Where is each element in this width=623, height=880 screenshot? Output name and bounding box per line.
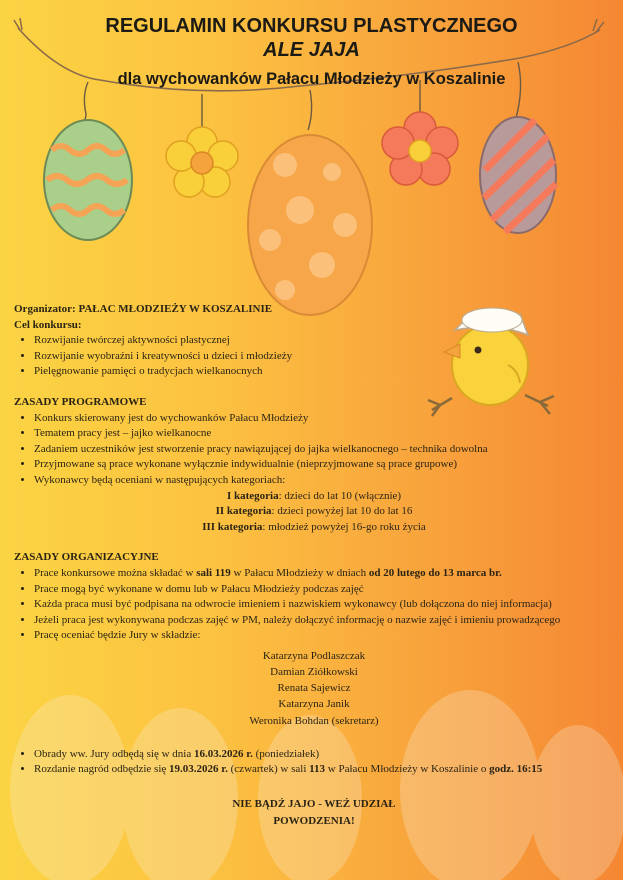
list-item: • Jeżeli praca jest wykonywana podczas zajęć w PM, należy dołączyć informację o nazwie zajęć i imieniu prowadzącego [34, 613, 614, 629]
text: Prace konkursowe można składać w [34, 566, 197, 579]
yellow-flower-icon [166, 94, 238, 197]
category-1 [14, 489, 614, 505]
list-item: • Przyjmowane są prace wykonane wyłącznie indywidualnie (nieprzyjmowane są prace grupowe) [34, 457, 614, 473]
closing [14, 796, 614, 830]
green-egg-icon [44, 82, 132, 240]
organizer-value: PAŁAC MŁODZIEŻY W KOSZALINIE [78, 303, 273, 315]
header [0, 14, 623, 90]
text: w Pałacu Młodzieży w Koszalinie o [325, 763, 490, 776]
list-item [34, 566, 614, 582]
contest-name: ALE JAJA [263, 39, 360, 61]
list-item [34, 747, 614, 763]
list-item: • Tematem pracy jest – jajko wielkanocne [34, 426, 614, 442]
jury-member: Weronika Bohdan (sekretarz) [249, 714, 379, 727]
category-desc: : młodzież powyżej 16-go roku życia [262, 520, 426, 533]
list-item: • Rozwijanie twórczej aktywności plastycznej [34, 333, 614, 349]
jury-member: Katarzyna Podlaszczak [262, 649, 366, 662]
jury-member: Renata Sajewicz [277, 682, 351, 695]
category-desc: : dzieci do lat 10 (włącznie) [278, 489, 402, 502]
orange-egg-icon [248, 90, 372, 315]
page-title: REGULAMIN KONKURSU PLASTYCZNEGO [105, 15, 518, 37]
room-number: sali 119 [196, 566, 231, 579]
regulations-content [14, 302, 614, 830]
goals-heading: Cel konkursu: [14, 318, 82, 331]
list-item: • Każda praca musi być podpisana na odwrocie imieniem i nazwiskiem wykonawcy (lub dołączona do niej informacja) [34, 597, 614, 613]
list-item: • Rozwijanie wyobraźni i kreatywności u dzieci i młodzieży [34, 349, 614, 365]
jury-member: Katarzyna Janik [278, 698, 350, 711]
text: w Pałacu Młodzieży w dniach [230, 566, 369, 579]
text: (poniedziałek) [252, 747, 320, 760]
text: Obrady ww. Jury odbędą się w dnia [34, 747, 194, 760]
list-item: • Zadaniem uczestników jest stworzenie pracy nawiązującej do jajka wielkanocnego – technika dowolna [34, 442, 614, 458]
list-item: • Pracę oceniać będzie Jury w składzie: [34, 628, 614, 644]
organization-heading: ZASADY ORGANIZACYJNE [14, 551, 159, 564]
organization-list [14, 566, 614, 644]
date: 19.03.2026 r. [169, 763, 228, 776]
red-flower-icon [382, 80, 458, 185]
category-desc: : dzieci powyżej lat 10 do lat 16 [271, 505, 413, 518]
jury-list [14, 648, 614, 729]
text: (czwartek) w sali [227, 763, 310, 776]
date-range: od 20 lutego do 13 marca br. [368, 566, 502, 579]
list-item: • Prace mogą być wykonane w domu lub w Pałacu Młodzieży podczas zajęć [34, 582, 614, 598]
program-heading: ZASADY PROGRAMOWE [14, 395, 147, 408]
time: godz. 16:15 [489, 763, 543, 776]
program-list [14, 411, 614, 489]
jury-member: Damian Ziółkowski [270, 666, 358, 679]
text: Rozdanie nagród odbędzie się [34, 763, 170, 776]
category-name: III kategoria [202, 520, 263, 533]
room-number: 113 [309, 763, 326, 776]
closing-slogan: NIE BĄDŹ JAJO - WEŹ UDZIAŁ [232, 798, 396, 811]
page-tagline: dla wychowanków Pałacu Młodzieży w Koszalinie [117, 70, 506, 88]
list-item [34, 762, 614, 778]
category-name: II kategoria [215, 505, 272, 518]
organizer-label: Organizator: [14, 303, 76, 315]
schedule-list [14, 747, 614, 778]
category-2 [14, 504, 614, 520]
list-item: • Wykonawcy będą oceniani w następujących kategoriach: [34, 473, 614, 489]
list-item: • Pielęgnowanie pamięci o tradycjach wielkanocnych [34, 364, 614, 380]
category-name: I kategoria [226, 489, 279, 502]
goals-list [14, 333, 614, 380]
date: 16.03.2026 r. [193, 747, 253, 760]
organizer-line [14, 302, 614, 318]
list-item: • Konkurs skierowany jest do wychowanków Pałacu Młodzieży [34, 411, 614, 427]
closing-wish: POWODZENIA! [273, 815, 355, 828]
category-3 [14, 520, 614, 536]
